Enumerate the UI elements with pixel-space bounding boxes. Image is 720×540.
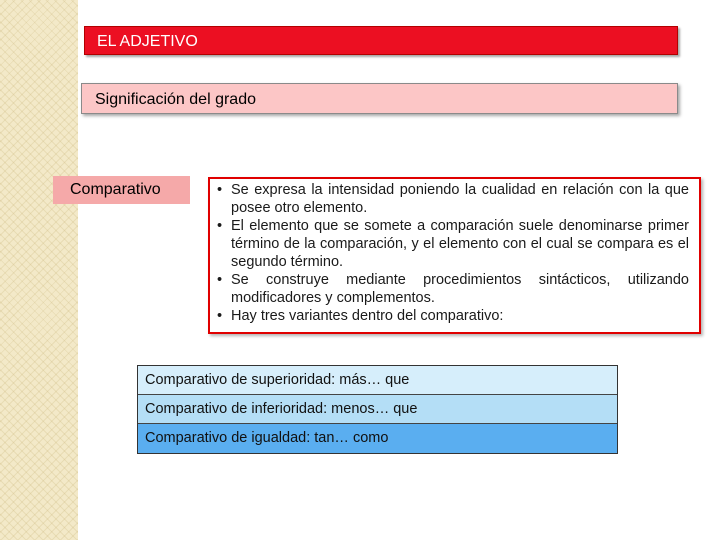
variants-table <box>137 365 618 454</box>
bullet-dot-icon: • <box>217 182 223 198</box>
bullet-item <box>214 217 689 271</box>
variant-row-igualdad: Comparativo de igualdad: tan… como <box>138 424 617 453</box>
bullet-dot-icon: • <box>217 308 223 324</box>
section-subtitle: Significación del grado <box>81 83 678 114</box>
bullet-item <box>214 181 689 217</box>
comparativo-label: Comparativo <box>53 176 190 204</box>
bullet-item <box>214 271 689 307</box>
bullet-dot-icon: • <box>217 218 223 234</box>
bullet-text: El elemento que se somete a comparación suele denominarse primer término de la comparación, y el elemento con el cual se compara es el segundo término. <box>231 218 689 270</box>
bullet-item <box>214 307 689 325</box>
decorative-left-strip <box>0 0 78 540</box>
bullet-text: Hay tres variantes dentro del comparativo: <box>231 308 504 324</box>
bullet-text: Se expresa la intensidad poniendo la cualidad en relación con la que posee otro elemento. <box>231 182 689 216</box>
variant-row-superioridad: Comparativo de superioridad: más… que <box>138 366 617 395</box>
definition-box <box>208 177 701 334</box>
bullet-list <box>214 181 689 325</box>
bullet-dot-icon: • <box>217 272 223 288</box>
bullet-text: Se construye mediante procedimientos sintácticos, utilizando modificadores y complementos. <box>231 272 689 306</box>
variant-row-inferioridad: Comparativo de inferioridad: menos… que <box>138 395 617 424</box>
page-title: EL ADJETIVO <box>84 26 678 55</box>
